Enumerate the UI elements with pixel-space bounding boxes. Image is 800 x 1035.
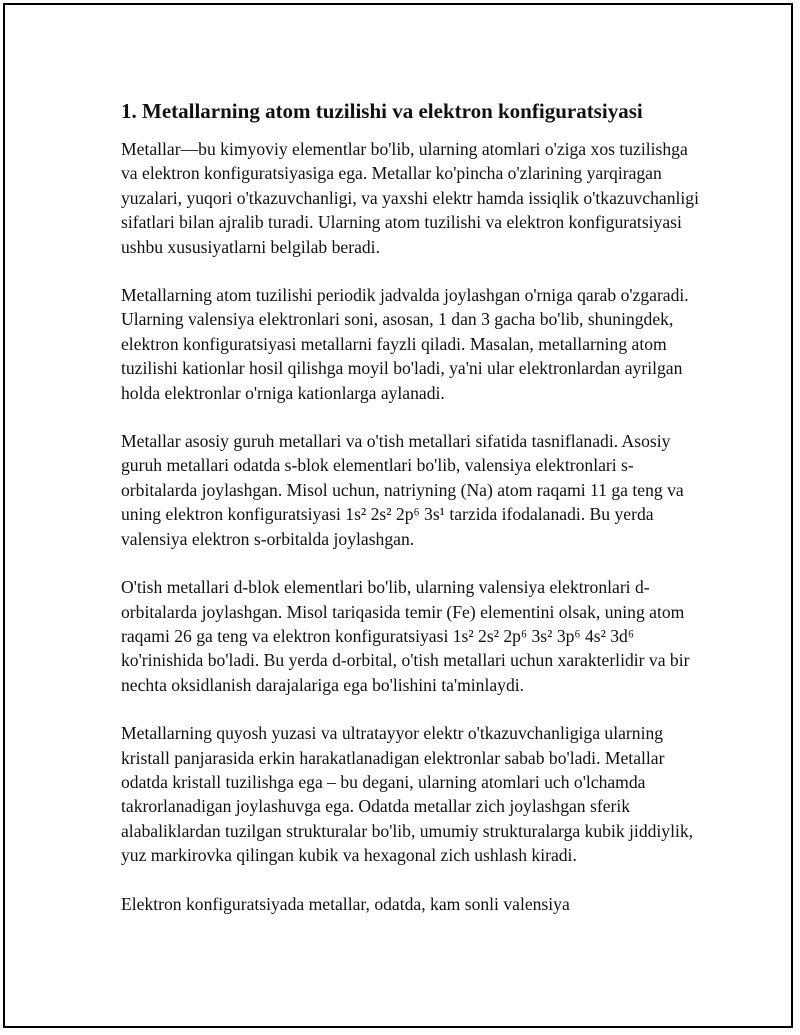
paragraph-crystal-structure: Metallarning quyosh yuzasi va ultratayyor elektr o'tkazuvchanligiga ularning kristall panjarasida erkin harakatlanadigan elektronlar sabab bo'ladi. Metallar odatda kristall tuzilishga ega – bu degani, ularning atomlari uch o'lchamda takrorlanadigan joylashuvga ega. Odatda metallar zich joylashgan sferik alabaliklardan tuzilgan strukturalar bo'lib, umumiy strukturalarga kubik jiddiylik, yuz markirovka qilingan kubik va hexagonal zich ushlash kiradi. [121,723,694,866]
paragraph-transition-metals: O'tish metallari d-blok elementlari bo'lib, ularning valensiya elektronlari d-orbitalarda joylashgan. Misol tariqasida temir (Fe) elementini olsak, uning atom raqami 26 ga teng va elektron konfiguratsiyasi 1s² 2s² 2p⁶ 3s² 3p⁶ 4s² 3d⁶ ko'rinishida bo'ladi. Bu yerda d-orbital, o'tish metallari uchun xarakterlidir va bir nechta oksidlanish darajalariga ega bo'lishini ta'minlaydi. [121,577,690,695]
paragraph-electron-configuration: Elektron konfiguratsiyada metallar, odatda, kam sonli valensiya [121,893,570,914]
page-frame [3,3,793,1028]
paragraph-main-group-metals: Metallar asosiy guruh metallari va o'tish metallari sifatida tasniflanadi. Asosiy guruh metallari odatda s-blok elementlari bo'lib, valensiya elektronlari s-orbitalarda joylashgan. Misol uchun, natriyning (Na) atom raqami 11 ga teng va uning elektron konfiguratsiyasi 1s² 2s² 2p⁶ 3s¹ tarzida ifodalanadi. Bu yerda valensiya elektron s-orbitalda joylashgan. [121,431,684,549]
paragraph-intro: Metallar—bu kimyoviy elementlar bo'lib, ularning atomlari o'ziga xos tuzilishga va elektron konfiguratsiyasiga ega. Metallar ko'pincha o'zlarining yarqiragan yuzalari, yuqori o'tkazuvchanligi, va yaxshi elektr hamda issiqlik o'tkazuvchanligi sifatlari bilan ajralib turadi. Ularning atom tuzilishi va elektron konfiguratsiyasi ushbu xususiyatlarni belgilab beradi. [121,139,699,257]
document-body [121,97,701,940]
document-title: 1. Metallarning atom tuzilishi va elektron konfiguratsiyasi [121,99,643,123]
paragraph-atom-structure: Metallarning atom tuzilishi periodik jadvalda joylashgan o'rniga qarab o'zgaradi. Ularning valensiya elektronlari soni, asosan, 1 dan 3 gacha bo'lib, shuningdek, elektron konfiguratsiyasi metallarni fayzli qiladi. Masalan, metallarning atom tuzilishi kationlar hosil qilishga moyil bo'ladi, ya'ni ular elektronlardan ayrilgan holda elektronlar o'rniga kationlarga aylanadi. [121,285,689,403]
